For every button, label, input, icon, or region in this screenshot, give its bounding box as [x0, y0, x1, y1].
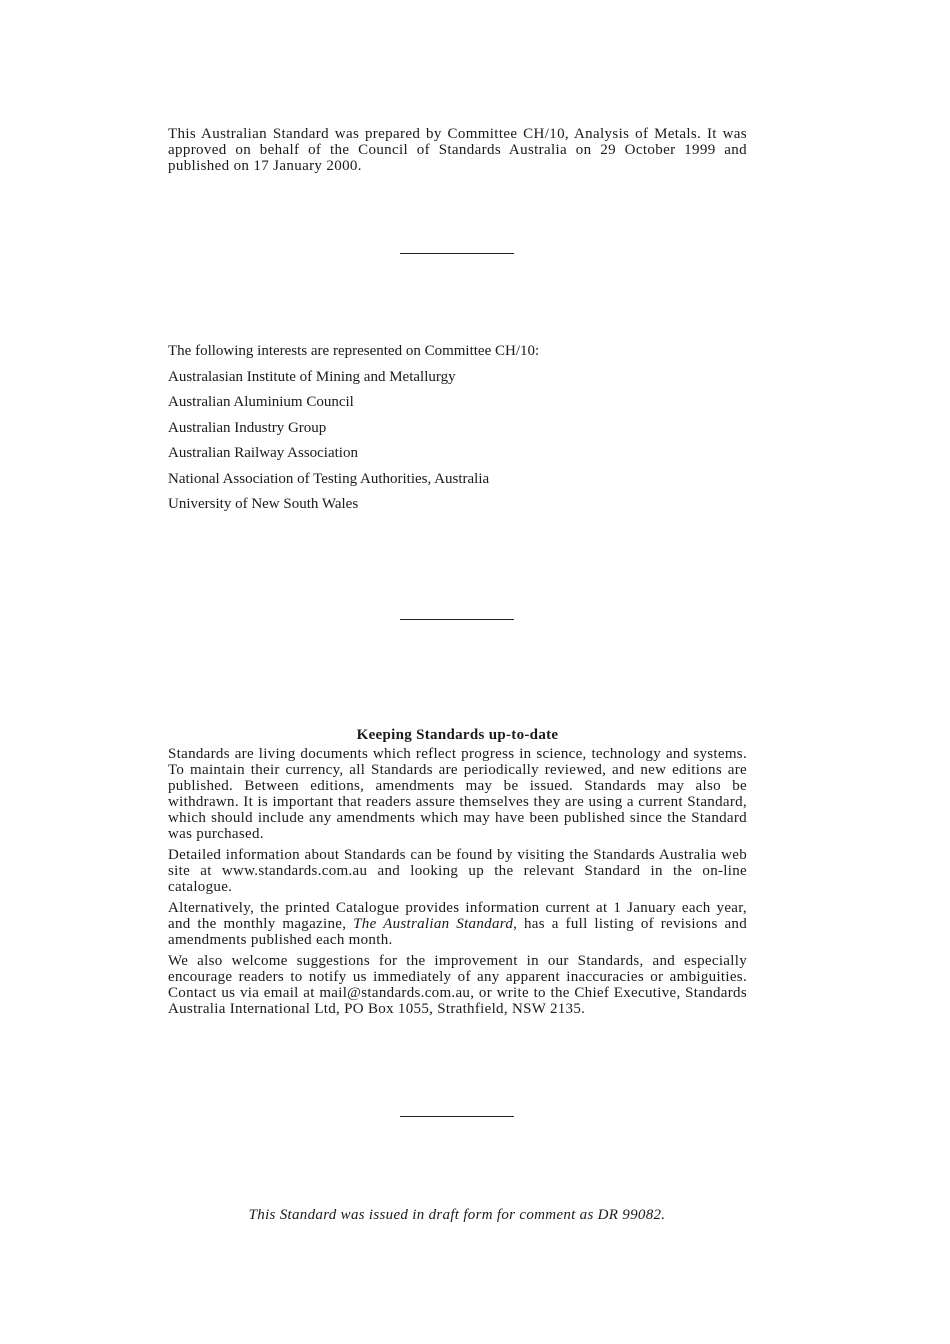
- list-item: Australian Aluminium Council: [168, 394, 354, 410]
- list-item: University of New South Wales: [168, 496, 359, 512]
- list-item: Australian Industry Group: [168, 419, 327, 436]
- paragraph: Detailed information about Standards can be found by visiting the Standards Australia web site at www.standards.com.au and looking up the relevant Standard in the on-line catalogue.: [168, 847, 747, 895]
- interests-list: [168, 368, 747, 515]
- approval-statement: This Australian Standard was prepared by Committee CH/10, Analysis of Metals. It was approved on behalf of the Council of Standards Australia on 29 October 1999 and published on 17 January 2000.: [168, 126, 747, 174]
- draft-note: This Standard was issued in draft form for comment as DR 99082.: [248, 1207, 666, 1223]
- paragraph: We also welcome suggestions for the improvement in our Standards, and especially encourage readers to notify us immediately of any apparent inaccuracies or ambiguities. Contact us via email at mail@standards.com.au, or write to the Chief Executive, Standards Australia International Ltd, PO Box 1055, Strathfield, NSW 2135.: [168, 953, 747, 1017]
- list-item: National Association of Testing Authorities, Australia: [168, 470, 490, 487]
- list-item: Australasian Institute of Mining and Metallurgy: [168, 368, 456, 385]
- paragraph: Standards are living documents which reflect progress in science, technology and systems. To maintain their currency, all Standards are periodically reviewed, and new editions are published. Between editions, amendments may be issued. Standards may also be withdrawn. It is important that readers assure themselves they are using a current Standard, which should include any amendments which may have been published since the Standard was purchased.: [168, 746, 747, 842]
- section-divider: [400, 253, 514, 254]
- section-divider: [400, 619, 514, 620]
- committee-interests: [168, 342, 747, 521]
- interests-intro: The following interests are represented on Committee CH/10:: [168, 343, 540, 359]
- section-divider: [400, 1116, 514, 1117]
- keeping-standards-section: [168, 727, 747, 1022]
- publication-title: The Australian Standard: [353, 916, 514, 932]
- paragraph: [168, 900, 747, 948]
- paragraph-text: , has a full listing of revisions and amendments published each month.: [168, 916, 747, 948]
- list-item: Australian Railway Association: [168, 445, 358, 461]
- section-heading: Keeping Standards up-to-date: [356, 727, 559, 743]
- paragraph-text: Alternatively, the printed Catalogue provides information current at 1 January each year, and the monthly magazine,: [168, 900, 747, 932]
